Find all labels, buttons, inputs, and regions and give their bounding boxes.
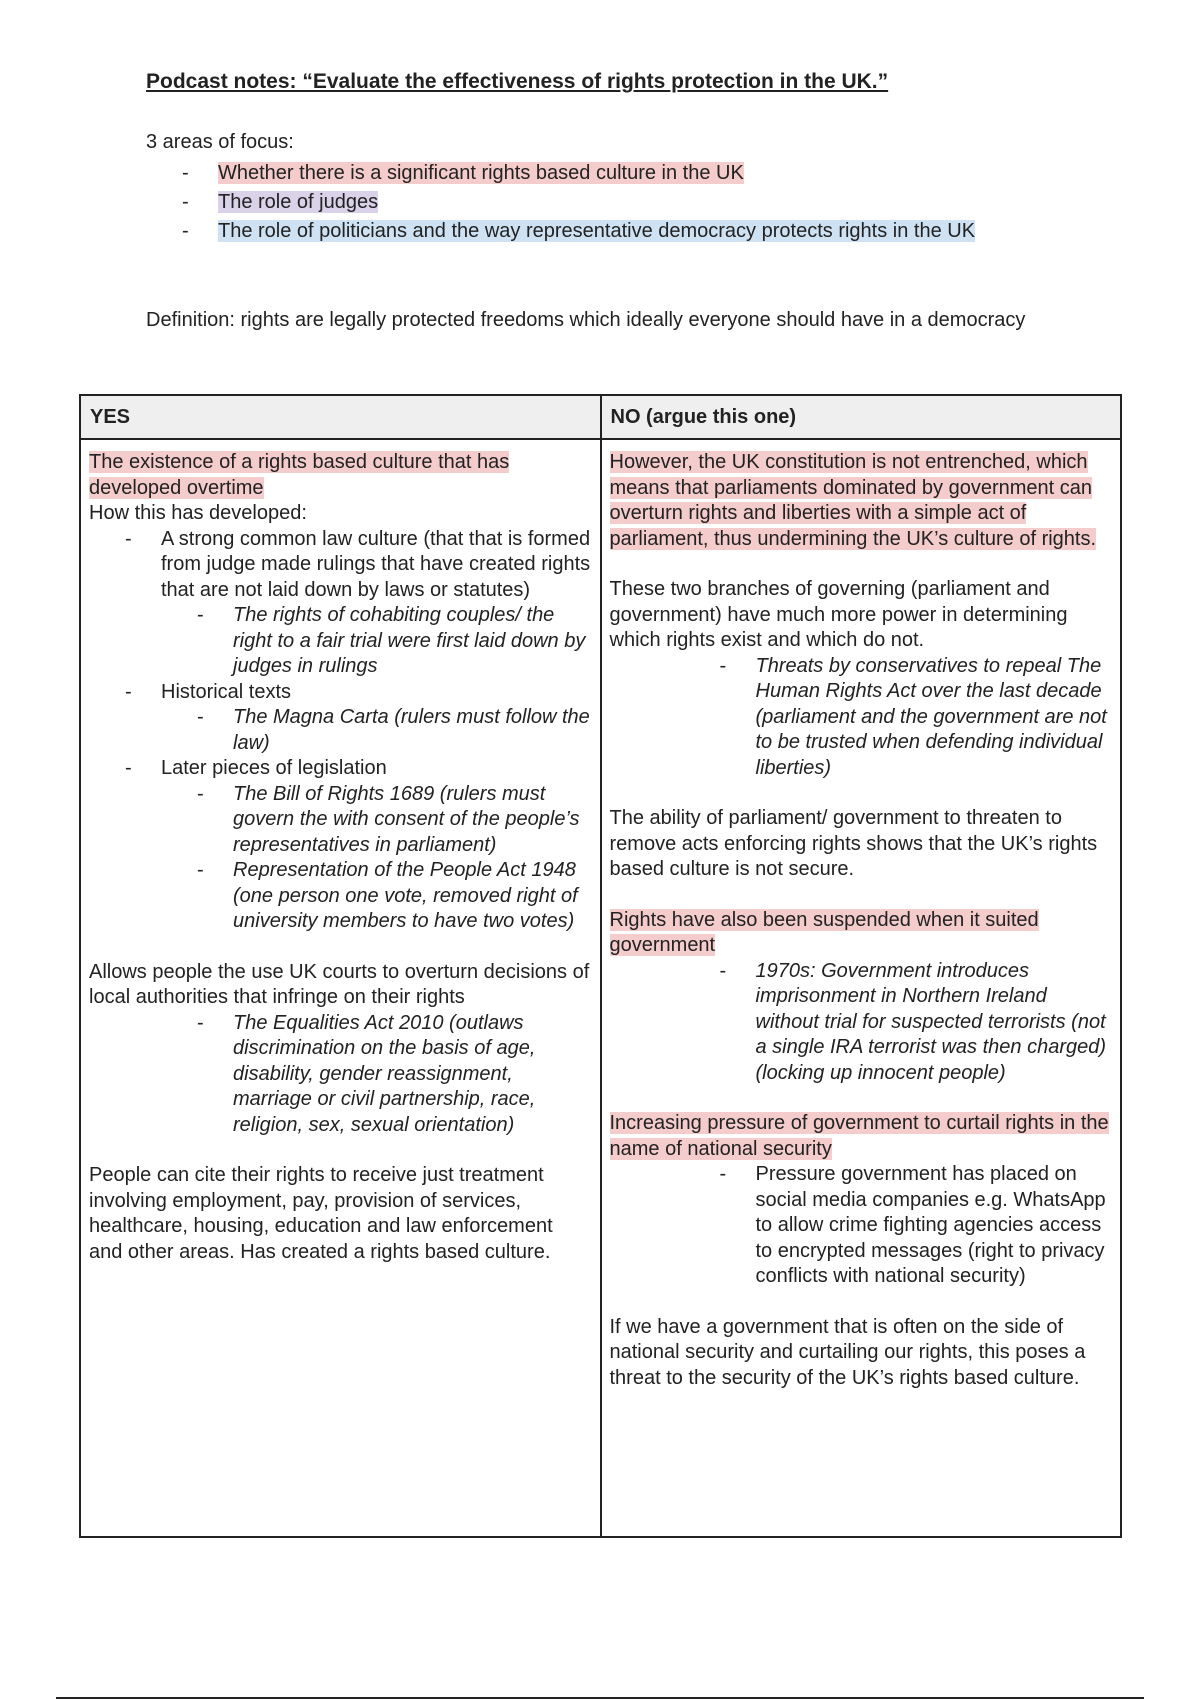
list-item-text: A strong common law culture (that that is formed from judge made rulings that have created rights that are not laid down by laws or statutes) xyxy=(161,527,591,601)
definition: Definition: rights are legally protected freedoms which ideally everyone should have in a democracy xyxy=(146,309,1026,331)
yes-heading-text: The existence of a rights based culture that has developed overtime xyxy=(89,451,510,499)
list-item xyxy=(89,680,592,757)
no-paragraph-3: The ability of parliament/ government to threaten to remove acts enforcing rights shows that the UK’s rights based culture is not secure. xyxy=(609,807,1098,880)
sub-list-item: - 1970s: Government introduces imprisonment in Northern Ireland without trial for suspected terrorists (not a single IRA terrorist was then charged) (locking up innocent people) xyxy=(610,959,1113,1087)
focus-item-text: The role of judges xyxy=(218,191,379,213)
column-header-yes: YES xyxy=(80,395,601,439)
sub-list xyxy=(89,705,592,756)
column-header-no: NO (argue this one) xyxy=(601,395,1122,439)
sub-list-item: - Threats by conservatives to repeal The Human Rights Act over the last decade (parliament and the government are not to be trusted when defending individual liberties) xyxy=(610,654,1113,782)
list-item-text: Historical texts xyxy=(161,680,292,703)
sub-list xyxy=(610,654,1113,782)
sub-list xyxy=(89,603,592,680)
no-paragraph-6: If we have a government that is often on the side of national security and curtailing our rights, this poses a threat to the security of the UK’s rights based culture. xyxy=(609,1315,1086,1389)
no-paragraph-4 xyxy=(610,908,1113,959)
yes-courts: Allows people the use UK courts to overturn decisions of local authorities that infringe on their rights xyxy=(89,960,590,1008)
sub-list-item: - The rights of cohabiting couples/ the right to a fair trial were first laid down by judges in rulings xyxy=(89,603,592,680)
footer-divider xyxy=(56,1697,1144,1699)
focus-list xyxy=(146,159,1046,246)
sub-list-item: - Representation of the People Act 1948 (one person one vote, removed right of university members to have two votes) xyxy=(89,858,592,935)
no-paragraph-5-text: Increasing pressure of government to curtail rights in the name of national security xyxy=(609,1112,1109,1160)
focus-item xyxy=(146,217,1046,246)
yes-cite: People can cite their rights to receive just treatment involving employment, pay, provision of services, healthcare, housing, education and law enforcement and other areas. Has created a rights based culture. xyxy=(89,1164,553,1263)
yes-list xyxy=(89,527,592,935)
focus-item-text: The role of politicians and the way representative democracy protects rights in the UK xyxy=(218,220,976,242)
focus-intro: 3 areas of focus: xyxy=(146,131,294,153)
no-paragraph-1 xyxy=(610,450,1113,552)
yes-how: How this has developed: xyxy=(89,502,307,524)
no-paragraph-2: These two branches of governing (parliament and government) have much more power in determining which rights exist and which do not. xyxy=(609,578,1068,651)
comparison-table xyxy=(79,394,1122,1538)
focus-item xyxy=(146,188,1046,217)
focus-item-text: Whether there is a significant rights based culture in the UK xyxy=(218,162,744,184)
sub-list xyxy=(610,1162,1113,1290)
page-title: Podcast notes: “Evaluate the effectiveness of rights protection in the UK.” xyxy=(146,70,889,93)
yes-heading xyxy=(89,450,592,501)
no-column xyxy=(601,439,1122,1537)
no-paragraph-1-text: However, the UK constitution is not entrenched, which means that parliaments dominated by government can overturn rights and liberties with a simple act of parliament, thus undermining the UK’s culture of rights. xyxy=(609,451,1097,550)
no-paragraph-5 xyxy=(610,1111,1113,1162)
sub-list xyxy=(89,1011,592,1139)
sub-list-item: - The Bill of Rights 1689 (rulers must govern the with consent of the people’s representatives in parliament) xyxy=(89,782,592,859)
sub-list-item: - The Equalities Act 2010 (outlaws discrimination on the basis of age, disability, gender reassignment, marriage or civil partnership, race, religion, sex, sexual orientation) xyxy=(89,1011,592,1139)
list-item xyxy=(89,527,592,680)
list-item xyxy=(89,756,592,935)
focus-item xyxy=(146,159,1046,188)
no-paragraph-4-text: Rights have also been suspended when it suited government xyxy=(609,908,1039,956)
sub-list xyxy=(89,782,592,935)
sub-list-item: - The Magna Carta (rulers must follow the law) xyxy=(89,705,592,756)
yes-column xyxy=(80,439,601,1537)
sub-list xyxy=(610,959,1113,1087)
sub-list-item: - Pressure government has placed on social media companies e.g. WhatsApp to allow crime fighting agencies access to encrypted messages (right to privacy conflicts with national security) xyxy=(610,1162,1113,1290)
list-item-text: Later pieces of legislation xyxy=(161,757,387,779)
